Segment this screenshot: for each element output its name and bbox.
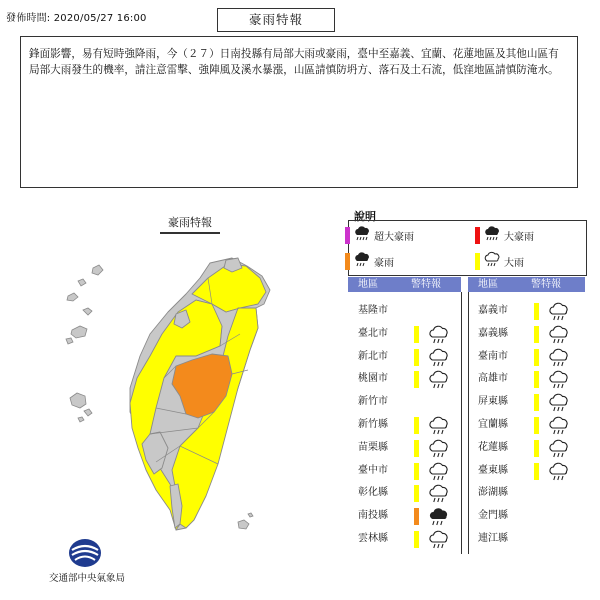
rain-cloud-dark-icon <box>483 225 501 245</box>
legend-label: 超大豪雨 <box>374 231 414 243</box>
table-row <box>470 483 582 503</box>
county-name: 嘉義市 <box>478 305 508 316</box>
legend-item-extra-torrential <box>475 225 534 245</box>
legend-swatch <box>475 253 480 270</box>
county-name: 金門縣 <box>478 510 508 522</box>
legend-swatch <box>475 227 480 244</box>
county-name: 宜蘭縣 <box>478 419 508 430</box>
table-row <box>470 392 582 412</box>
table-row <box>470 301 582 321</box>
rain-cloud-dark-icon <box>353 225 371 245</box>
county-name: 彰化縣 <box>358 487 388 499</box>
warning-level-bar <box>414 371 419 388</box>
warning-level-bar <box>534 303 539 320</box>
warning-level-bar <box>414 485 419 502</box>
island-matsu <box>92 265 103 275</box>
county-name: 南投縣 <box>358 510 388 522</box>
county-name: 臺東縣 <box>478 464 508 476</box>
county-name: 臺南市 <box>478 350 508 362</box>
county-name: 雲林縣 <box>358 533 388 544</box>
warning-level-bar <box>414 531 419 548</box>
header-warning: 警特報 <box>411 279 441 290</box>
table-row <box>350 529 462 549</box>
warning-level-bar <box>534 440 539 457</box>
warning-level-bar <box>534 463 539 480</box>
island-matsu <box>67 293 78 301</box>
publish-time: 發佈時間: 2020/05/27 16:00 <box>6 13 147 24</box>
legend-label: 豪雨 <box>374 257 394 269</box>
legend-item-torrential <box>345 251 394 271</box>
legend-swatch <box>345 253 350 270</box>
table-row <box>470 415 582 435</box>
county-name: 高雄市 <box>478 373 508 385</box>
table-row <box>470 369 582 389</box>
header-area: 地區 <box>478 279 498 290</box>
rain-cloud-outline-icon <box>483 251 501 271</box>
warning-level-bar <box>414 508 419 525</box>
legend-item-super-torrential <box>345 225 414 245</box>
county-name: 花蓮縣 <box>478 441 508 453</box>
county-name: 新竹縣 <box>358 419 388 430</box>
table-row <box>350 415 462 435</box>
legend-item-heavy-rain <box>475 251 524 271</box>
column-divider <box>468 292 469 554</box>
table-row <box>350 392 462 412</box>
table-row <box>470 438 582 458</box>
county-name: 苗栗縣 <box>358 441 388 453</box>
county-name: 桃園市 <box>358 373 388 385</box>
island-penghu <box>70 393 86 408</box>
island-matsu <box>78 279 86 286</box>
warning-level-bar <box>534 371 539 388</box>
table-row <box>350 347 462 367</box>
cwb-logo <box>68 538 102 572</box>
table-row <box>470 347 582 367</box>
island-green <box>238 520 249 529</box>
rain-cloud-dark-icon <box>353 251 371 271</box>
header-warning: 警特報 <box>531 279 561 290</box>
description-text: 鋒面影響，易有短時強降雨，今（２７）日南投縣有局部大雨或豪雨，臺中至嘉義、宜蘭、花蓮地區及其他山區有局部大雨發生的機率，請注意雷擊、強陣風及溪水暴漲，山區請慎防坍方、落石及土石流，低窪地區請慎防淹水。 <box>29 48 559 76</box>
table-header-left <box>348 277 461 292</box>
table-row <box>470 529 582 549</box>
warning-level-bar <box>414 417 419 434</box>
warning-level-bar <box>414 440 419 457</box>
legend-label: 大雨 <box>504 257 524 269</box>
warning-level-bar <box>534 417 539 434</box>
island-penghu <box>84 409 92 416</box>
legend-box <box>348 220 587 276</box>
table-row <box>350 461 462 481</box>
header-area: 地區 <box>358 279 378 290</box>
table-row <box>470 461 582 481</box>
description-box <box>20 36 578 188</box>
county-name: 新北市 <box>358 350 388 362</box>
island-kinmen <box>71 326 87 338</box>
county-name: 連江縣 <box>478 533 508 544</box>
table-row <box>470 324 582 344</box>
island-orchid <box>248 513 253 517</box>
county-name: 臺北市 <box>358 327 388 339</box>
county-name: 屏東縣 <box>478 396 508 408</box>
warning-level-bar <box>534 326 539 343</box>
main-island <box>130 258 270 530</box>
legend-title: 說明 <box>354 210 376 223</box>
table-header-right <box>468 277 585 292</box>
county-name: 臺中市 <box>358 464 388 476</box>
page-title: 豪雨特報 <box>217 8 335 32</box>
county-name: 基隆市 <box>358 305 388 316</box>
table-row <box>350 324 462 344</box>
warning-level-bar <box>534 394 539 411</box>
county-name: 澎湖縣 <box>478 487 508 499</box>
legend-label: 大豪雨 <box>504 231 534 243</box>
table-row <box>350 483 462 503</box>
taiwan-warning-map <box>0 238 345 536</box>
table-row <box>350 301 462 321</box>
legend-swatch <box>345 227 350 244</box>
county-name: 嘉義縣 <box>478 327 508 339</box>
warning-level-bar <box>414 326 419 343</box>
table-row <box>350 438 462 458</box>
county-name: 新竹市 <box>358 396 388 408</box>
island-matsu <box>83 308 92 315</box>
warning-level-bar <box>534 349 539 366</box>
island-kinmen <box>66 338 73 344</box>
table-row <box>350 506 462 526</box>
warning-level-bar <box>414 349 419 366</box>
table-row <box>350 369 462 389</box>
island-penghu <box>78 417 84 422</box>
rain-cloud-outline-icon <box>428 530 450 558</box>
map-title: 豪雨特報 <box>160 214 220 234</box>
agency-name: 交通部中央氣象局 <box>48 573 125 584</box>
warning-level-bar <box>414 463 419 480</box>
table-row <box>470 506 582 526</box>
